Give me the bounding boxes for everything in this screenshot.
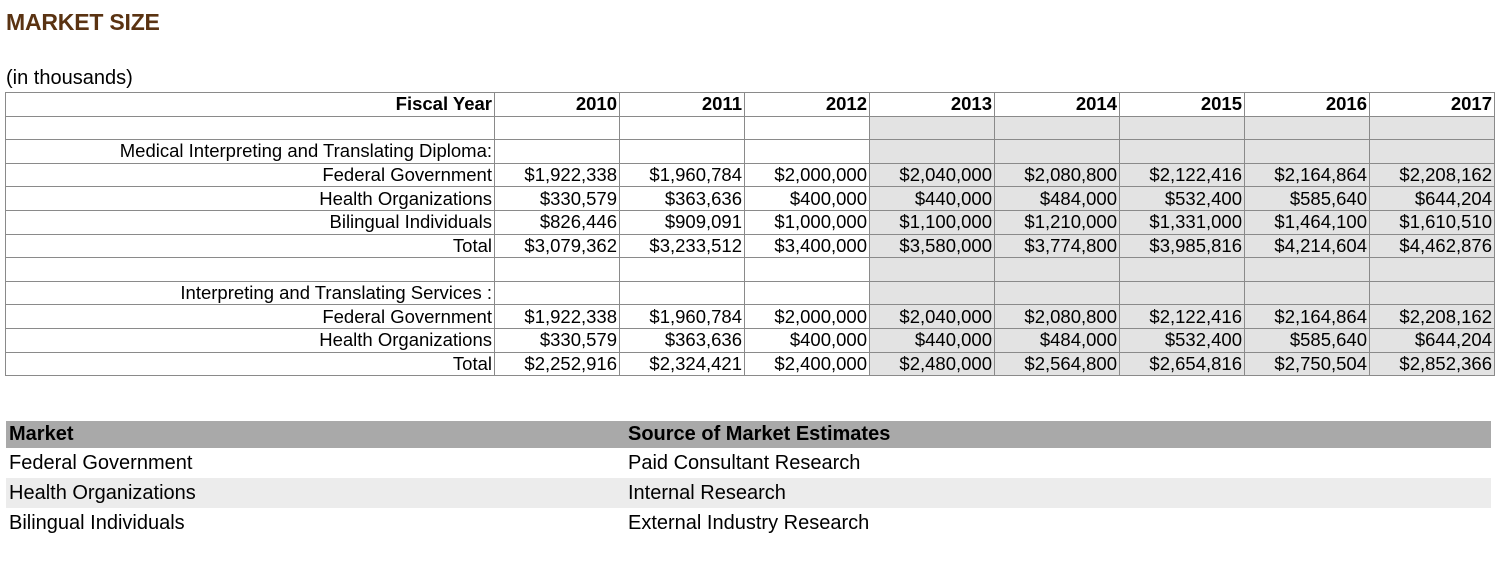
table-row: [6, 187, 1495, 211]
blank-cell: [995, 116, 1120, 140]
blank-cell: [870, 116, 995, 140]
blank-cell: [620, 281, 745, 305]
fiscal-year-label: Fiscal Year: [6, 93, 495, 117]
value-cell: $2,564,800: [995, 352, 1120, 376]
blank-cell: [1370, 140, 1495, 164]
blank-cell: [620, 116, 745, 140]
value-cell: $2,122,416: [1120, 163, 1245, 187]
section-heading: Interpreting and Translating Services :: [6, 281, 495, 305]
value-cell: $532,400: [1120, 328, 1245, 352]
value-cell: $484,000: [995, 187, 1120, 211]
value-cell: $363,636: [620, 187, 745, 211]
value-cell: $2,080,800: [995, 163, 1120, 187]
source-row: [6, 508, 1491, 538]
blank-cell: [495, 140, 620, 164]
blank-cell: [1120, 281, 1245, 305]
year-header: 2011: [620, 93, 745, 117]
year-header: 2017: [1370, 93, 1495, 117]
table-row: [6, 328, 1495, 352]
value-cell: $363,636: [620, 328, 745, 352]
value-cell: $440,000: [870, 187, 995, 211]
value-cell: $1,960,784: [620, 163, 745, 187]
value-cell: $2,400,000: [745, 352, 870, 376]
value-cell: $2,750,504: [1245, 352, 1370, 376]
row-label: Health Organizations: [6, 187, 495, 211]
blank-cell: [1245, 281, 1370, 305]
value-cell: $2,000,000: [745, 305, 870, 329]
blank-cell: [1370, 258, 1495, 282]
blank-cell: [1120, 116, 1245, 140]
value-cell: $440,000: [870, 328, 995, 352]
blank-cell: [1370, 116, 1495, 140]
table-row: [6, 210, 1495, 234]
value-cell: $3,400,000: [745, 234, 870, 258]
value-cell: $1,960,784: [620, 305, 745, 329]
table-row: [6, 234, 1495, 258]
blank-label-cell: [6, 258, 495, 282]
value-cell: $1,922,338: [495, 163, 620, 187]
value-cell: $3,233,512: [620, 234, 745, 258]
value-cell: $2,040,000: [870, 305, 995, 329]
section-heading: Medical Interpreting and Translating Diploma:: [6, 140, 495, 164]
table-row: [6, 305, 1495, 329]
value-cell: $585,640: [1245, 328, 1370, 352]
value-cell: $2,252,916: [495, 352, 620, 376]
value-cell: $909,091: [620, 210, 745, 234]
year-header: 2016: [1245, 93, 1370, 117]
value-cell: $1,922,338: [495, 305, 620, 329]
value-cell: $1,100,000: [870, 210, 995, 234]
value-cell: $2,164,864: [1245, 305, 1370, 329]
blank-cell: [870, 140, 995, 164]
year-header: 2015: [1120, 93, 1245, 117]
blank-cell: [495, 281, 620, 305]
market-size-table-body: [6, 93, 1495, 376]
blank-cell: [745, 258, 870, 282]
value-cell: $585,640: [1245, 187, 1370, 211]
row-label: Federal Government: [6, 305, 495, 329]
page-title: MARKET SIZE: [6, 9, 160, 35]
units-note: (in thousands): [6, 67, 133, 89]
blank-cell: [620, 258, 745, 282]
value-cell: $2,040,000: [870, 163, 995, 187]
value-cell: $1,610,510: [1370, 210, 1495, 234]
value-cell: $2,480,000: [870, 352, 995, 376]
section-heading-row: [6, 140, 1495, 164]
value-cell: $644,204: [1370, 328, 1495, 352]
value-cell: $2,324,421: [620, 352, 745, 376]
value-cell: $484,000: [995, 328, 1120, 352]
year-header: 2010: [495, 93, 620, 117]
value-cell: $826,446: [495, 210, 620, 234]
source-column-header: Source of Market Estimates: [628, 423, 891, 445]
blank-label-cell: [6, 116, 495, 140]
blank-cell: [745, 281, 870, 305]
market-column-header: Market: [9, 423, 74, 445]
value-cell: $2,208,162: [1370, 305, 1495, 329]
market-sources-table: [6, 421, 1491, 538]
source-row-source: External Industry Research: [628, 511, 870, 534]
value-cell: $3,580,000: [870, 234, 995, 258]
blank-cell: [495, 116, 620, 140]
blank-cell: [745, 140, 870, 164]
value-cell: $2,000,000: [745, 163, 870, 187]
value-cell: $1,331,000: [1120, 210, 1245, 234]
spacer-row: [6, 116, 1495, 140]
value-cell: $330,579: [495, 187, 620, 211]
table-row: [6, 352, 1495, 376]
section-heading-row: [6, 281, 1495, 305]
blank-cell: [870, 281, 995, 305]
blank-cell: [495, 258, 620, 282]
source-row: [6, 478, 1491, 508]
value-cell: $400,000: [745, 187, 870, 211]
source-row-source: Internal Research: [628, 481, 786, 504]
year-header: 2012: [745, 93, 870, 117]
value-cell: $4,462,876: [1370, 234, 1495, 258]
value-cell: $644,204: [1370, 187, 1495, 211]
blank-cell: [1370, 281, 1495, 305]
blank-cell: [1245, 140, 1370, 164]
value-cell: $2,122,416: [1120, 305, 1245, 329]
value-cell: $532,400: [1120, 187, 1245, 211]
blank-cell: [995, 281, 1120, 305]
blank-cell: [1245, 116, 1370, 140]
sources-header-row: [6, 421, 1491, 448]
row-label: Total: [6, 352, 495, 376]
market-size-table: [5, 92, 1495, 376]
blank-cell: [995, 140, 1120, 164]
value-cell: $1,000,000: [745, 210, 870, 234]
row-label: Federal Government: [6, 163, 495, 187]
fiscal-year-header-row: [6, 93, 1495, 117]
value-cell: $1,464,100: [1245, 210, 1370, 234]
blank-cell: [745, 116, 870, 140]
table-row: [6, 163, 1495, 187]
value-cell: $2,164,864: [1245, 163, 1370, 187]
source-row-market: Health Organizations: [9, 481, 196, 504]
value-cell: $4,214,604: [1245, 234, 1370, 258]
value-cell: $2,208,162: [1370, 163, 1495, 187]
blank-cell: [1245, 258, 1370, 282]
blank-cell: [995, 258, 1120, 282]
value-cell: $3,985,816: [1120, 234, 1245, 258]
blank-cell: [870, 258, 995, 282]
source-row-source: Paid Consultant Research: [628, 451, 861, 474]
spacer-row: [6, 258, 1495, 282]
year-header: 2013: [870, 93, 995, 117]
value-cell: $330,579: [495, 328, 620, 352]
value-cell: $2,080,800: [995, 305, 1120, 329]
value-cell: $2,654,816: [1120, 352, 1245, 376]
value-cell: $2,852,366: [1370, 352, 1495, 376]
value-cell: $3,774,800: [995, 234, 1120, 258]
row-label: Health Organizations: [6, 328, 495, 352]
source-row-market: Federal Government: [9, 451, 193, 474]
row-label: Bilingual Individuals: [6, 210, 495, 234]
source-row: [6, 448, 1491, 478]
row-label: Total: [6, 234, 495, 258]
blank-cell: [1120, 140, 1245, 164]
value-cell: $3,079,362: [495, 234, 620, 258]
source-row-market: Bilingual Individuals: [9, 511, 185, 534]
value-cell: $400,000: [745, 328, 870, 352]
blank-cell: [620, 140, 745, 164]
year-header: 2014: [995, 93, 1120, 117]
blank-cell: [1120, 258, 1245, 282]
value-cell: $1,210,000: [995, 210, 1120, 234]
